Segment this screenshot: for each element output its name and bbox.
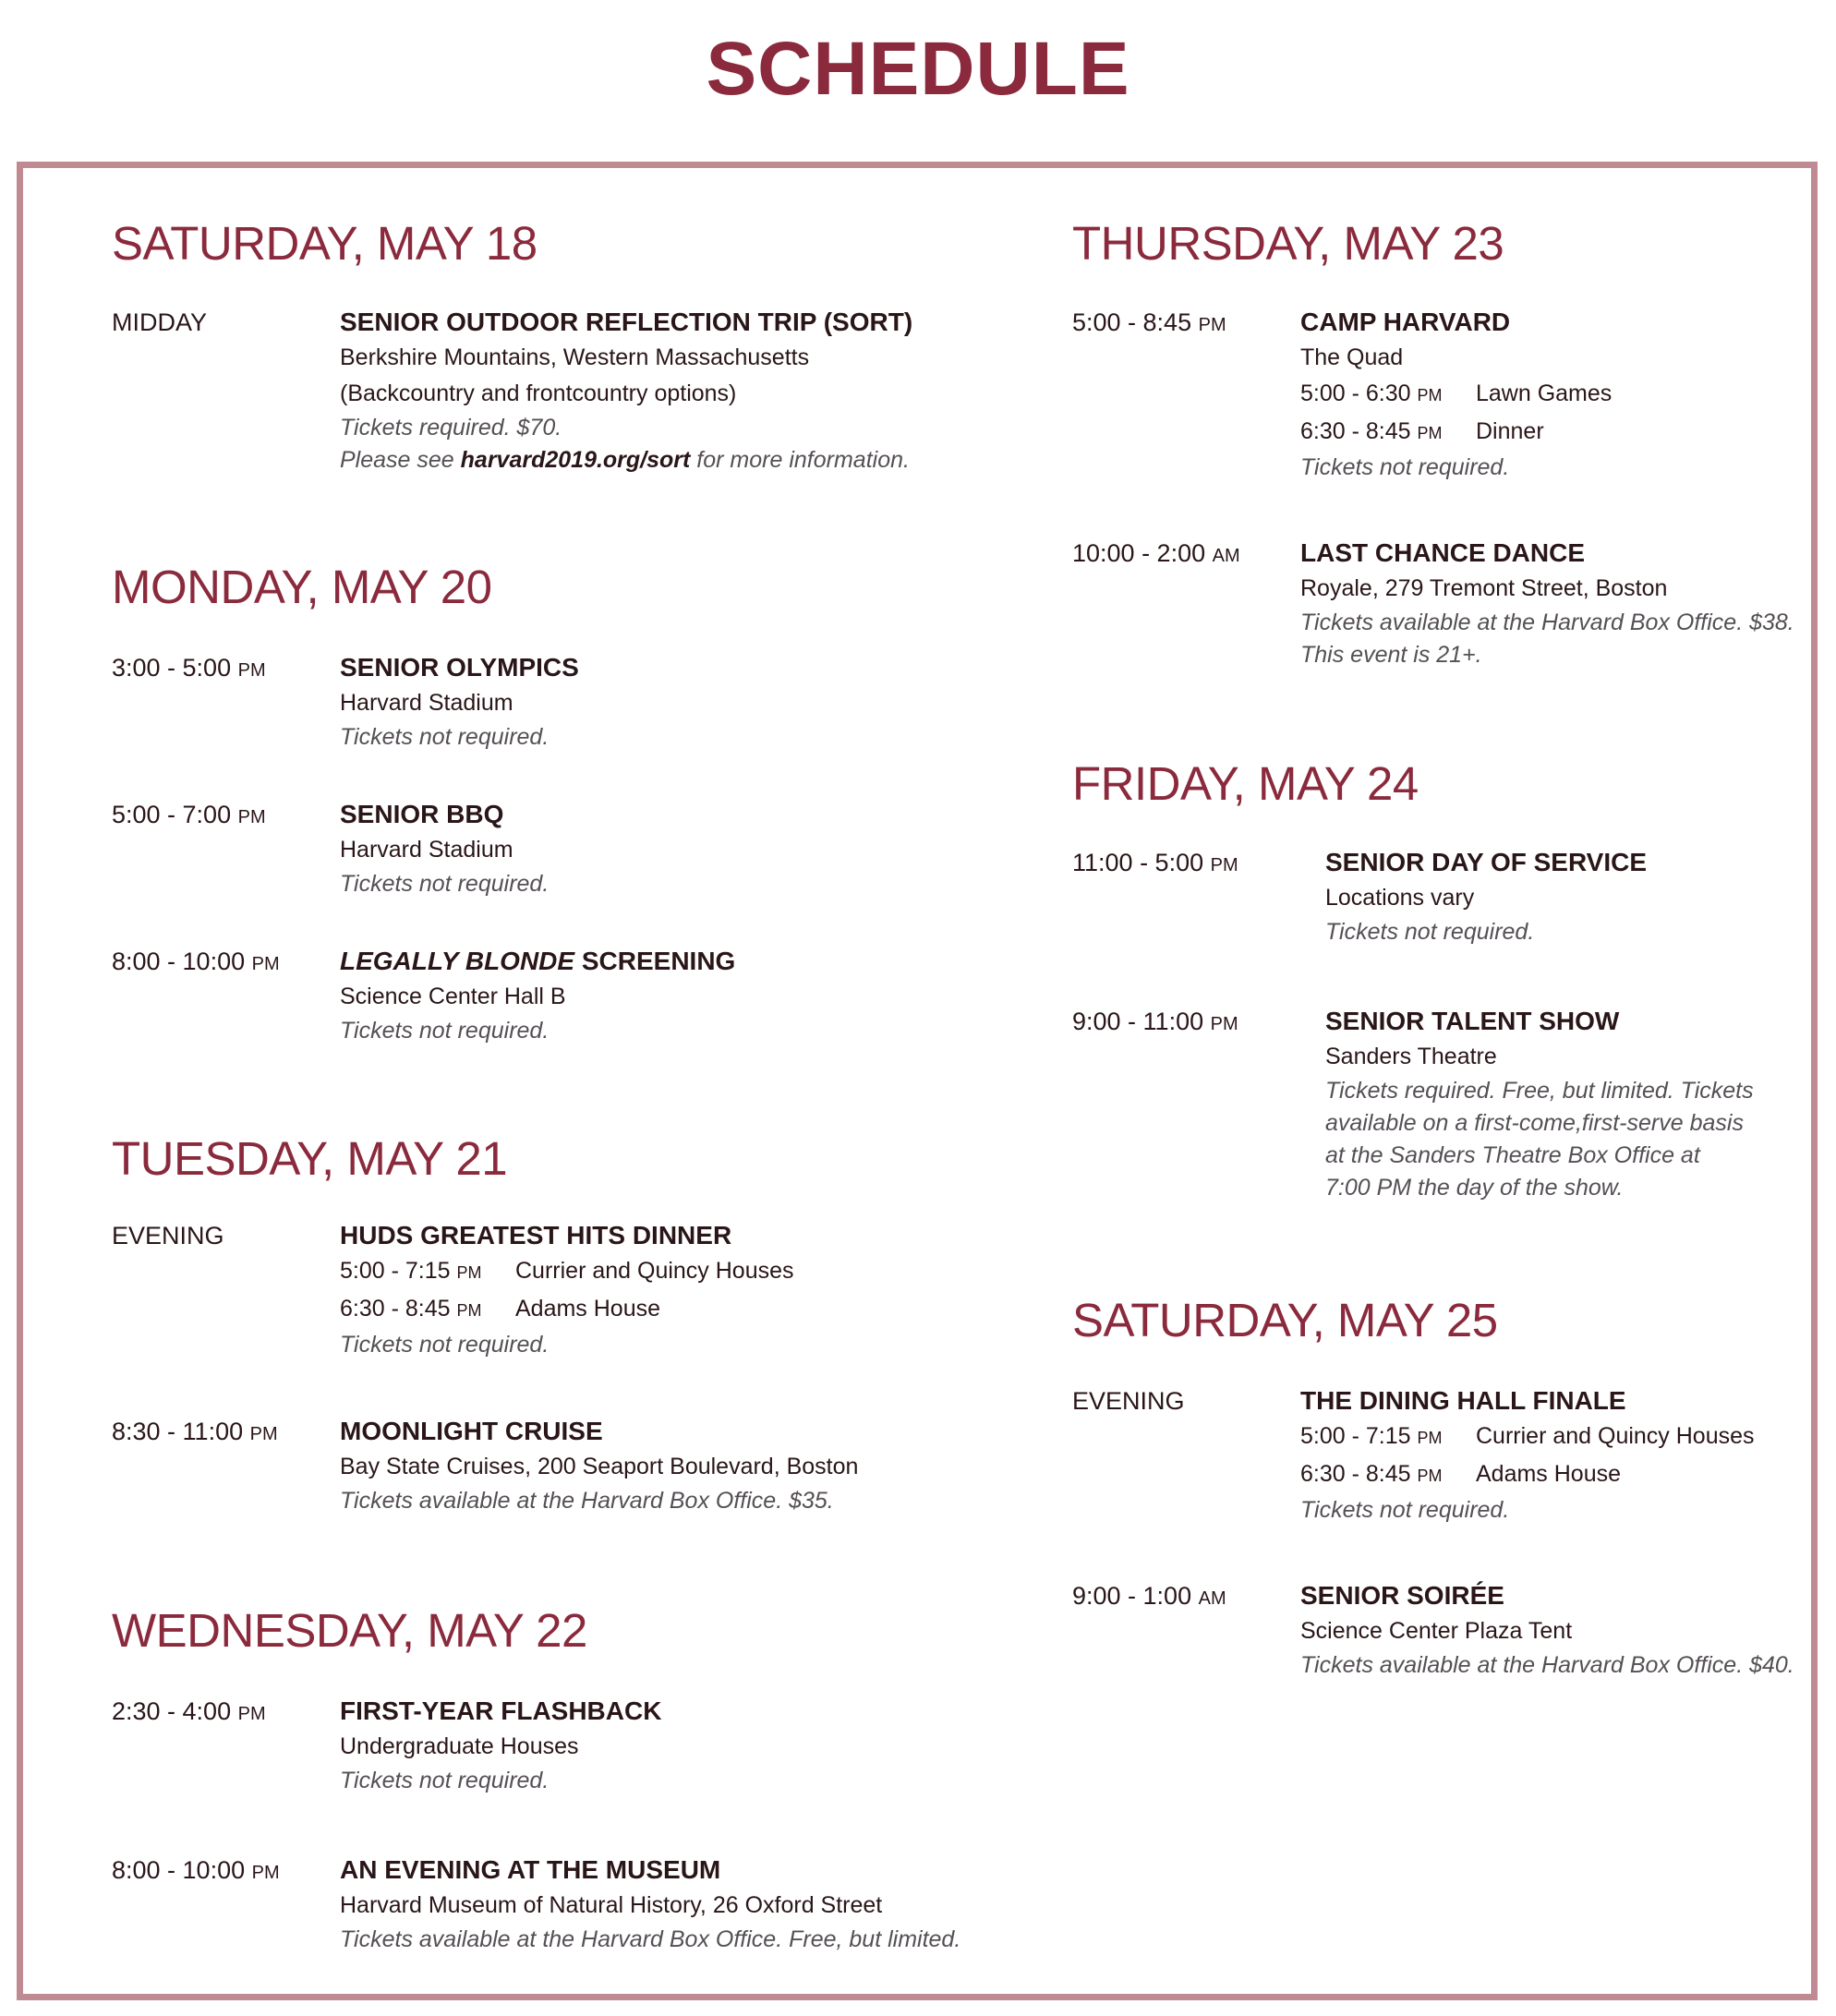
event-location: Sanders Theatre [1325,1044,1497,1069]
day-thursday-may-23 [1072,216,1794,668]
event-detail [340,1414,858,1517]
event-time: MIDDAY [112,308,208,336]
sub-event: 5:00 - 6:30 PM Lawn Games [1300,380,1613,406]
sort-link[interactable]: harvard2019.org/sort [460,447,691,473]
day-heading: MONDAY, MAY 20 [112,561,492,613]
event-title: SENIOR SOIRÉE [1300,1581,1504,1610]
event-detail [1300,1383,1755,1527]
sub-event: 5:00 - 7:15 PM Currier and Quincy Houses [340,1258,794,1284]
event-note: Tickets available at the Harvard Box Office. $35. [340,1488,834,1514]
day-heading: WEDNESDAY, MAY 22 [112,1604,587,1657]
event-time: 10:00 - 2:00 AM [1072,539,1240,567]
event-location: Undergraduate Houses [340,1733,579,1759]
event-note-age: This event is 21+. [1300,642,1482,668]
event-title: SENIOR TALENT SHOW [1325,1007,1620,1035]
event-note: 7:00 PM the day of the show. [1325,1175,1624,1201]
event-title: CAMP HARVARD [1300,308,1511,336]
event-note: Tickets not required. [340,871,550,897]
event-title: SENIOR BBQ [340,800,504,828]
event-detail [340,1218,794,1361]
event-detail [1300,1578,1794,1682]
event-title: SENIOR OUTDOOR REFLECTION TRIP (SORT) [340,308,913,336]
day-tuesday-may-21 [112,1131,943,1514]
event-detail [340,1853,960,1956]
event-title: FIRST-YEAR FLASHBACK [340,1696,662,1725]
event-detail [1325,845,1647,948]
event-note: Tickets available at the Harvard Box Office. $38. [1300,610,1794,635]
page-title: SCHEDULE [706,27,1130,111]
event-detail [340,650,579,754]
event-location: Bay State Cruises, 200 Seaport Boulevard, Boston [340,1454,859,1479]
day-heading: SATURDAY, MAY 25 [1072,1294,1498,1346]
event-note: at the Sanders Theatre Box Office at [1325,1142,1700,1168]
event-note: Tickets not required. [1300,454,1510,480]
event-detail [1300,305,1612,484]
event-detail [340,944,735,1047]
event-location: Royale, 279 Tremont Street, Boston [1300,575,1668,601]
event-title: HUDS GREATEST HITS DINNER [340,1221,732,1249]
event-title: MOONLIGHT CRUISE [340,1417,603,1445]
event-location: The Quad [1300,344,1404,370]
event-time: 9:00 - 1:00 AM [1072,1582,1226,1610]
event-location: Berkshire Mountains, Western Massachusetts [340,344,810,370]
event-title: THE DINING HALL FINALE [1300,1386,1626,1415]
event-note: Tickets not required. [1325,919,1535,945]
event-time: 3:00 - 5:00 PM [112,654,266,682]
event-time: 5:00 - 7:00 PM [112,801,266,828]
event-location: Science Center Hall B [340,984,566,1009]
day-heading: FRIDAY, MAY 24 [1072,757,1419,810]
event-note: Tickets required. $70. [340,415,562,441]
event-detail [1300,536,1794,671]
event-time: EVENING [112,1222,224,1249]
event-time: 8:30 - 11:00 PM [112,1418,278,1445]
event-note: Tickets not required. [340,1332,550,1358]
event-time: 5:00 - 8:45 PM [1072,308,1226,336]
event-detail [340,797,549,900]
event-time: 8:00 - 10:00 PM [112,948,280,975]
event-title: AN EVENING AT THE MUSEUM [340,1855,721,1884]
event-time: 11:00 - 5:00 PM [1072,849,1238,876]
event-location-detail: (Backcountry and frontcountry options) [340,380,737,406]
sub-event: 6:30 - 8:45 PM Dinner [1300,418,1544,444]
day-monday-may-20 [112,560,943,1044]
schedule-frame [17,162,1818,2000]
event-location: Science Center Plaza Tent [1300,1618,1573,1644]
event-note: available on a first-come,first-serve basis [1325,1110,1744,1136]
event-detail [340,305,912,477]
event-note: Tickets required. Free, but limited. Tickets [1325,1078,1754,1104]
event-title: SENIOR OLYMPICS [340,653,579,682]
day-saturday-may-18 [112,216,943,473]
sub-event: 5:00 - 7:15 PM Currier and Quincy Houses [1300,1423,1755,1449]
event-note: Tickets not required. [1300,1497,1510,1523]
event-location: Harvard Museum of Natural History, 26 Oxford Street [340,1892,883,1918]
event-time: 9:00 - 11:00 PM [1072,1008,1238,1035]
event-note-info: Please see harvard2019.org/sort for more information. [340,447,910,473]
sub-event: 6:30 - 8:45 PM Adams House [340,1296,661,1322]
event-note: Tickets not required. [340,1018,550,1044]
event-note: Tickets available at the Harvard Box Office. $40. [1300,1652,1794,1678]
event-detail [340,1694,661,1797]
day-wednesday-may-22 [112,1603,961,1952]
event-location: Harvard Stadium [340,690,513,716]
event-note: Tickets not required. [340,724,550,750]
event-time: 8:00 - 10:00 PM [112,1856,280,1884]
event-location: Harvard Stadium [340,837,513,863]
day-heading: SATURDAY, MAY 18 [112,217,538,270]
event-location: Locations vary [1325,885,1475,911]
day-saturday-may-25 [1072,1293,1794,1678]
event-note: Tickets available at the Harvard Box Office. Free, but limited. [340,1926,961,1952]
event-note: Tickets not required. [340,1768,550,1793]
day-friday-may-24 [1072,756,1793,1201]
day-heading: TUESDAY, MAY 21 [112,1132,508,1185]
event-time: 2:30 - 4:00 PM [112,1697,266,1725]
event-title: LAST CHANCE DANCE [1300,538,1585,567]
event-detail [1325,1004,1754,1204]
sub-event: 6:30 - 8:45 PM Adams House [1300,1461,1622,1487]
day-heading: THURSDAY, MAY 23 [1072,217,1504,270]
event-title: SENIOR DAY OF SERVICE [1325,848,1648,876]
event-title: LEGALLY BLONDE SCREENING [340,947,736,975]
event-time: EVENING [1072,1387,1185,1415]
